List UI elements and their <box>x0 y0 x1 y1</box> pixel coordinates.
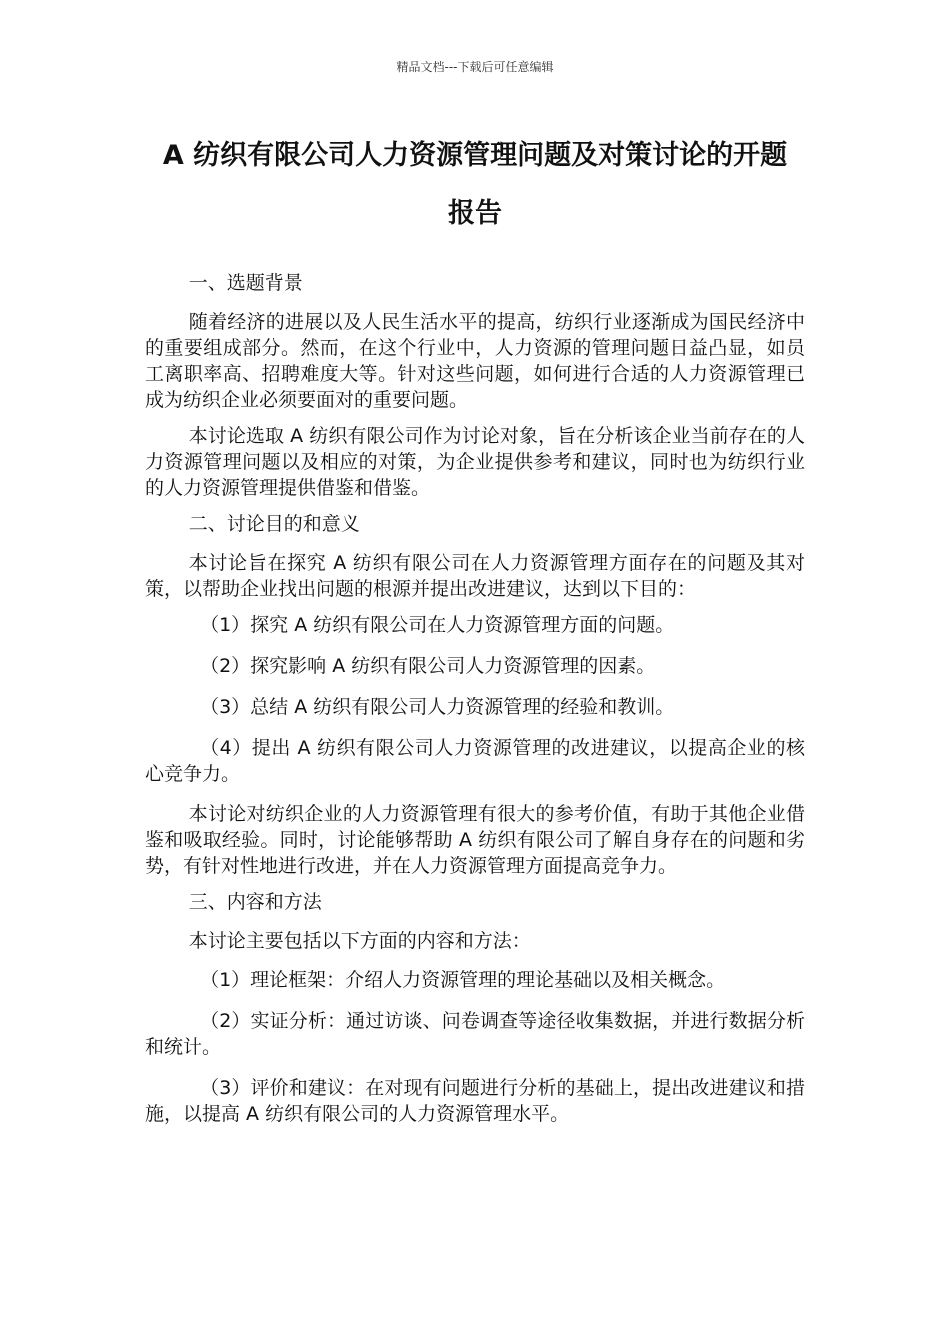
section-1-paragraph-1: 随着经济的进展以及人民生活水平的提高，纺织行业逐渐成为国民经济中的重要组成部分。然而，在这个行业中，人力资源的管理问题日益凸显，如员工离职率高、招聘难度大等。针对这些问题，如何进行合适的人力资源管理已成为纺织企业必须要面对的重要问题。 <box>145 311 805 411</box>
section-3-list-item: （3）评价和建议：在对现有问题进行分析的基础上，提出改进建议和措施，以提高 A 纺织有限公司的人力资源管理水平。 <box>145 1077 805 1125</box>
section-2-paragraph-2: 本讨论对纺织企业的人力资源管理有很大的参考价值，有助于其他企业借鉴和吸取经验。同时，讨论能够帮助 A 纺织有限公司了解自身存在的问题和劣势，有针对性地进行改进，并在人力资源管理方面提高竞争力。 <box>145 803 805 877</box>
section-3-heading: 三、内容和方法 <box>188 891 322 913</box>
section-2-list-item: （2）探究影响 A 纺织有限公司人力资源管理的因素。 <box>200 655 656 677</box>
document-title-line-2: 报告 <box>448 198 502 229</box>
section-2-heading: 二、讨论目的和意义 <box>188 513 360 535</box>
section-3-paragraph-1: 本讨论主要包括以下方面的内容和方法： <box>188 930 531 952</box>
section-2-list-item: （3）总结 A 纺织有限公司人力资源管理的经验和教训。 <box>200 696 675 718</box>
document-title-line-1: A 纺织有限公司人力资源管理问题及对策讨论的开题 <box>162 140 788 171</box>
section-1-heading: 一、选题背景 <box>188 272 303 294</box>
section-2-list-item: （4）提出 A 纺织有限公司人力资源管理的改进建议，以提高企业的核心竞争力。 <box>145 737 805 785</box>
section-3-list-item: （1）理论框架：介绍人力资源管理的理论基础以及相关概念。 <box>200 969 726 991</box>
section-3-list-item: （2）实证分析：通过访谈、问卷调查等途径收集数据，并进行数据分析和统计。 <box>145 1010 805 1058</box>
document-body <box>145 270 805 1142</box>
section-2-list-item: （1）探究 A 纺织有限公司在人力资源管理方面的问题。 <box>200 614 675 636</box>
page-header-note: 精品文档---下载后可任意编辑 <box>396 60 554 74</box>
section-2-paragraph-1: 本讨论旨在探究 A 纺织有限公司在人力资源管理方面存在的问题及其对策，以帮助企业找出问题的根源并提出改进建议，达到以下目的： <box>145 552 805 600</box>
section-1-paragraph-2: 本讨论选取 A 纺织有限公司作为讨论对象，旨在分析该企业当前存在的人力资源管理问题以及相应的对策，为企业提供参考和建议，同时也为纺织行业的人力资源管理提供借鉴和借鉴。 <box>145 425 805 499</box>
